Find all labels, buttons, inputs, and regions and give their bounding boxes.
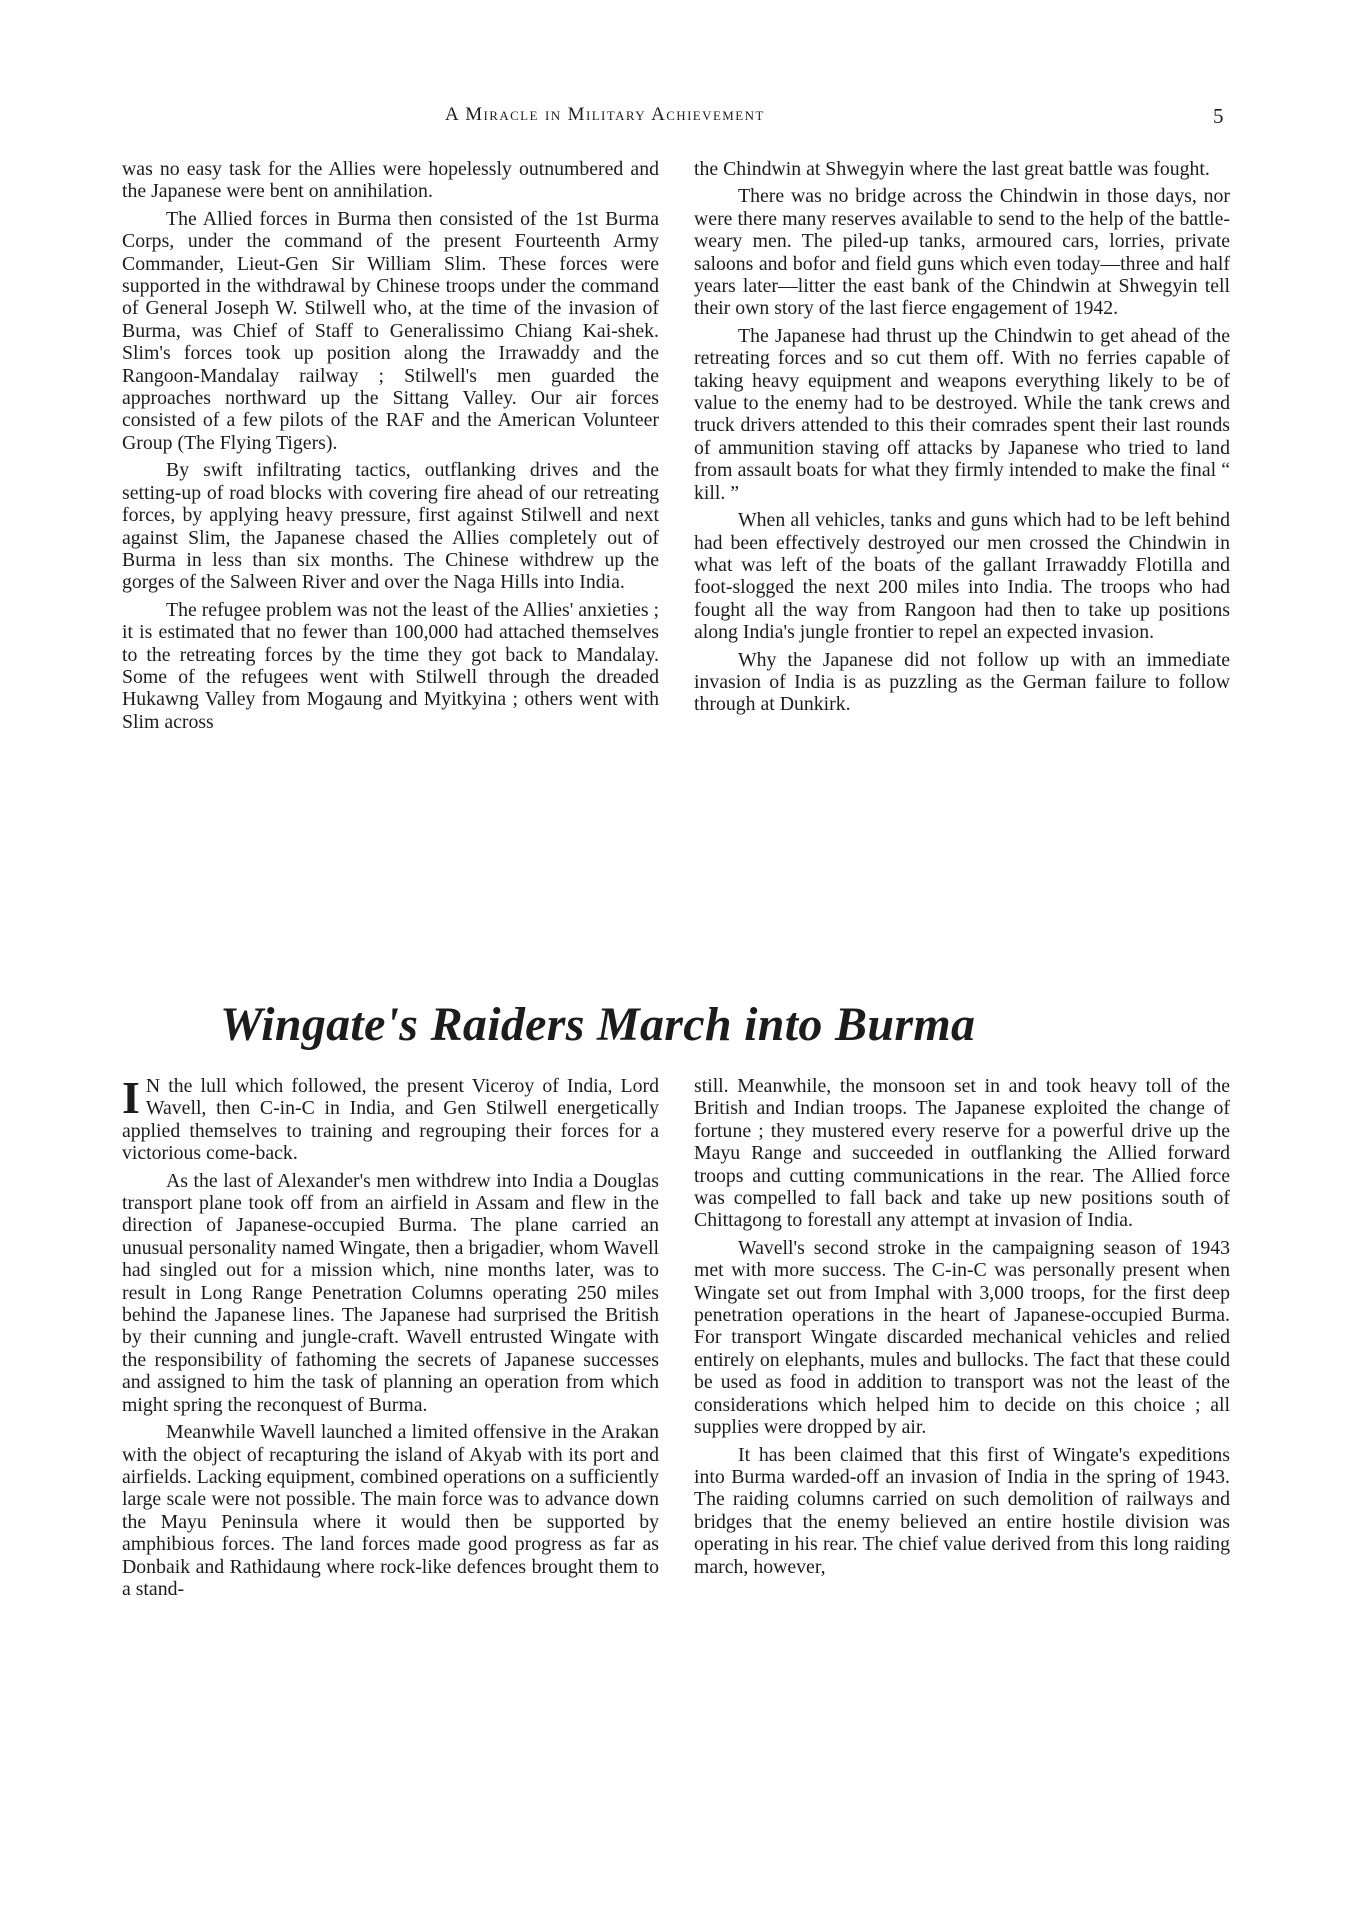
- paragraph: As the last of Alexander's men withdrew into India a Douglas transport plane took off from an airfield in Assam and flew in the direction of Japanese-occupied Burma. The plane carried an unusual personality named Wingate, then a brigadier, whom Wavell had singled out for a mission which, nine months later, was to result in Long Range Penetration Columns operating 250 miles behind the Japanese lines. The Japanese had surprised the British by their cunning and jungle-craft. Wavell entrusted Wingate with the responsibility of fathoming the secrets of Japanese successes and assigned to him the task of planning an operation from which might spring the reconquest of Burma.: [122, 1169, 659, 1416]
- paragraph: the Chindwin at Shwegyin where the last great battle was fought.: [694, 158, 1210, 180]
- paragraph: The Allied forces in Burma then consisted of the 1st Burma Corps, under the command of the present Fourteenth Army Commander, Lieut-Gen Sir William Slim. These forces were supported in the withdrawal by Chinese troops under the command of General Joseph W. Stilwell who, at the time of the invasion of Burma, was Chief of Staff to Generalissimo Chiang Kai-shek. Slim's forces took up position along the Irrawaddy and the Rangoon-Mandalay railway ; Stilwell's men guarded the approaches northward up the Sittang Valley. Our air forces consisted of a few pilots of the RAF and the American Volunteer Group (The Flying Tigers).: [122, 207, 659, 454]
- drop-cap: I: [122, 1072, 140, 1123]
- page-number: 5: [1213, 104, 1224, 128]
- paragraph: was no easy task for the Allies were hopelessly outnumbered and the Japanese were bent on annihilation.: [122, 158, 659, 203]
- paragraph: It has been claimed that this first of Wingate's expeditions into Burma warded-off an invasion of India in the spring of 1943. The raiding columns carried on such demolition of railways and bridges that the enemy believed an entire hostile division was operating in his rear. The chief value derived from this long raiding march, however,: [694, 1443, 1230, 1578]
- paragraph: still. Meanwhile, the monsoon set in and took heavy toll of the British and Indian troops. The Japanese exploited the change of fortune ; they mustered every reserve for a powerful drive up the Mayu Range and succeeded in outflanking the Allied forward troops and cutting communications in the rear. The Allied force was compelled to fall back and take up new positions south of Chittagong to forestall any attempt at invasion of India.: [694, 1075, 1230, 1232]
- paragraph: Why the Japanese did not follow up with an immediate invasion of India is as puzzling as the German failure to follow through at Dunkirk.: [694, 648, 1230, 716]
- paragraph: Meanwhile Wavell launched a limited offensive in the Arakan with the object of recapturing the island of Akyab with its port and airfields. Lacking equipment, combined operations on a sufficiently large scale were not possible. The main force was to advance down the Mayu Peninsula where it would then be supported by amphibious forces. The land forces made good progress as far as Donbaik and Rathidaung where rock-like defences brought them to a stand-: [122, 1421, 659, 1600]
- paragraph: Wavell's second stroke in the campaigning season of 1943 met with more success. The C-in-C was personally present when Wingate set out from Imphal with 3,000 troops, for the first deep penetration operations in the heart of Japanese-occupied Burma. For transport Wingate discarded mechanical vehicles and relied entirely on elephants, mules and bullocks. The fact that these could be used as food in addition to transport was not the least of the considerations which helped him to decide on this choice ; all supplies were dropped by air.: [694, 1236, 1230, 1439]
- paragraph-text: N the lull which followed, the present Viceroy of India, Lord Wavell, then C-in-C in India, and Gen Stilwell energetically applied themselves to training and regrouping their forces for a victorious come-back.: [122, 1075, 659, 1165]
- article-headline: Wingate's Raiders March into Burma: [220, 998, 976, 1051]
- top-right-column: [694, 158, 1230, 721]
- paragraph: [122, 1072, 659, 1165]
- bottom-left-column: [122, 1072, 659, 1605]
- bottom-right-column: [694, 1075, 1230, 1583]
- paragraph: The refugee problem was not the least of the Allies' anxieties ; it is estimated that no fewer than 100,000 had attached themselves to the retreating forces by the time they got back to Mandalay. Some of the refugees went with Stilwell through the dreaded Hukawng Valley from Mogaung and Myitkyina ; others went with Slim across: [122, 598, 659, 733]
- paragraph: There was no bridge across the Chindwin in those days, nor were there many reserves available to send to the help of the battle-weary men. The piled-up tanks, armoured cars, lorries, private saloons and bofor and field guns which even today—three and half years later—litter the east bank of the Chindwin at Shwegyin tell their own story of the last fierce engagement of 1942.: [694, 185, 1230, 320]
- paragraph: The Japanese had thrust up the Chindwin to get ahead of the retreating forces and so cut them off. With no ferries capable of taking heavy equipment and weapons everything likely to be of value to the enemy had to be destroyed. While the tank crews and truck drivers attended to this their comrades spent their last rounds of ammunition staving off attacks by Japanese who tried to land from assault boats for what they firmly intended to make the final “ kill. ”: [694, 324, 1230, 504]
- running-title: A Miracle in Military Achievement: [445, 104, 765, 125]
- paragraph: When all vehicles, tanks and guns which had to be left behind had been effectively destroyed our men crossed the Chindwin in what was left of the boats of the gallant Irrawaddy Flotilla and foot-slogged the next 200 miles into India. The troops who had fought all the way from Rangoon had then to take up positions along India's jungle frontier to repel an expected invasion.: [694, 509, 1230, 644]
- top-left-column: [122, 158, 659, 738]
- paragraph: By swift infiltrating tactics, outflanking drives and the setting-up of road blocks with covering fire ahead of our retreating forces, by applying heavy pressure, first against Stilwell and next against Slim, the Japanese chased the Allies completely out of Burma in less than six months. The Chinese withdrew up the gorges of the Salween River and over the Naga Hills into India.: [122, 459, 659, 594]
